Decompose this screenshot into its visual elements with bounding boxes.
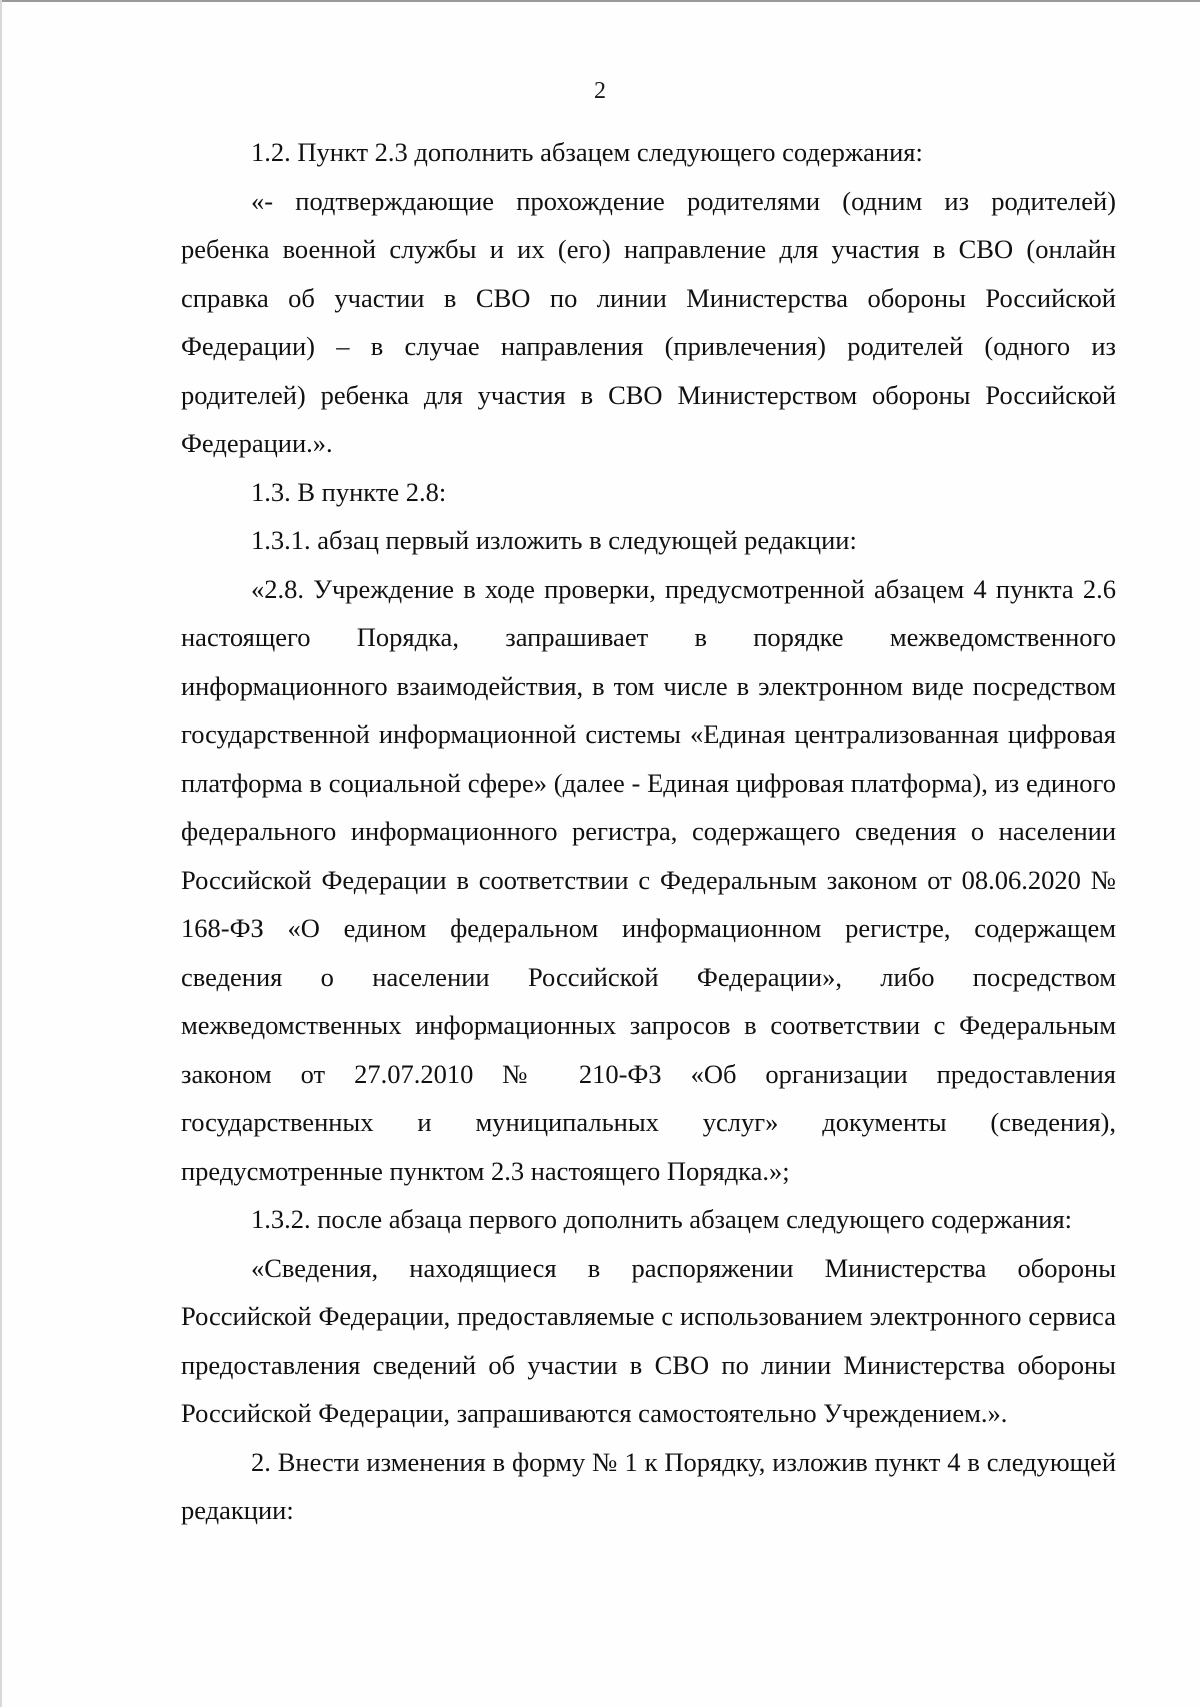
paragraph-quote-svo-certificate: «- подтверждающие прохождение родителями (одним из родителей) ребенка военной службы и их (его) направление для участия в СВО (онлайн справка об участии в СВО по линии Министерства обороны Российской Федерации) – в случае направления (привлечения) родителей (одного из родителей) ребенка для участия в СВО Министерством обороны Российской Федерации.». [181, 185, 1116, 458]
document-body [181, 128, 1116, 1535]
paragraph-1-3-2: 1.3.2. после абзаца первого дополнить абзацем следующего содержания: [251, 1204, 1073, 1234]
paragraph-1-3-1: 1.3.1. абзац первый изложить в следующей редакции: [251, 525, 857, 555]
page-number: 2 [594, 78, 606, 104]
scan-edge-top [0, 0, 1200, 2]
paragraph-1-2: 1.2. Пункт 2.3 дополнить абзацем следующего содержания: [251, 137, 923, 167]
scan-edge-left [0, 0, 2, 1707]
paragraph-quote-2-8: «2.8. Учреждение в ходе проверки, предусмотренной абзацем 4 пункта 2.6 настоящего Порядка, запрашивает в порядке межведомственного информационного взаимодействия, в том числе в электронном виде посредством государственной информационной системы «Единая централизованная цифровая платформа в социальной сфере» (далее - Единая цифровая платформа), из единого федерального информационного регистра, содержащего сведения о населении Российской Федерации в соответствии с Федеральным законом от 08.06.2020 № 168-ФЗ «О едином федеральном информационном регистре, содержащем сведения о населении Российской Федерации», либо посредством межведомственных информационных запросов в соответствии с Федеральным законом от 27.07.2010 № 210-ФЗ «Об организации предоставления государственных и муниципальных услуг» документы (сведения), предусмотренные пунктом 2.3 настоящего Порядка.»; [181, 573, 1116, 1186]
paragraph-1-3: 1.3. В пункте 2.8: [251, 476, 447, 507]
paragraph-quote-ministry-data: «Сведения, находящиеся в распоряжении Министерства обороны Российской Федерации, предоставляемые с использованием электронного сервиса предоставления сведений об участии в СВО по линии Министерства обороны Российской Федерации, запрашиваются самостоятельно Учреждением.». [181, 1252, 1116, 1428]
paragraph-2: 2. Внести изменения в форму № 1 к Порядку, изложив пункт 4 в следующей редакции: [181, 1446, 1116, 1525]
